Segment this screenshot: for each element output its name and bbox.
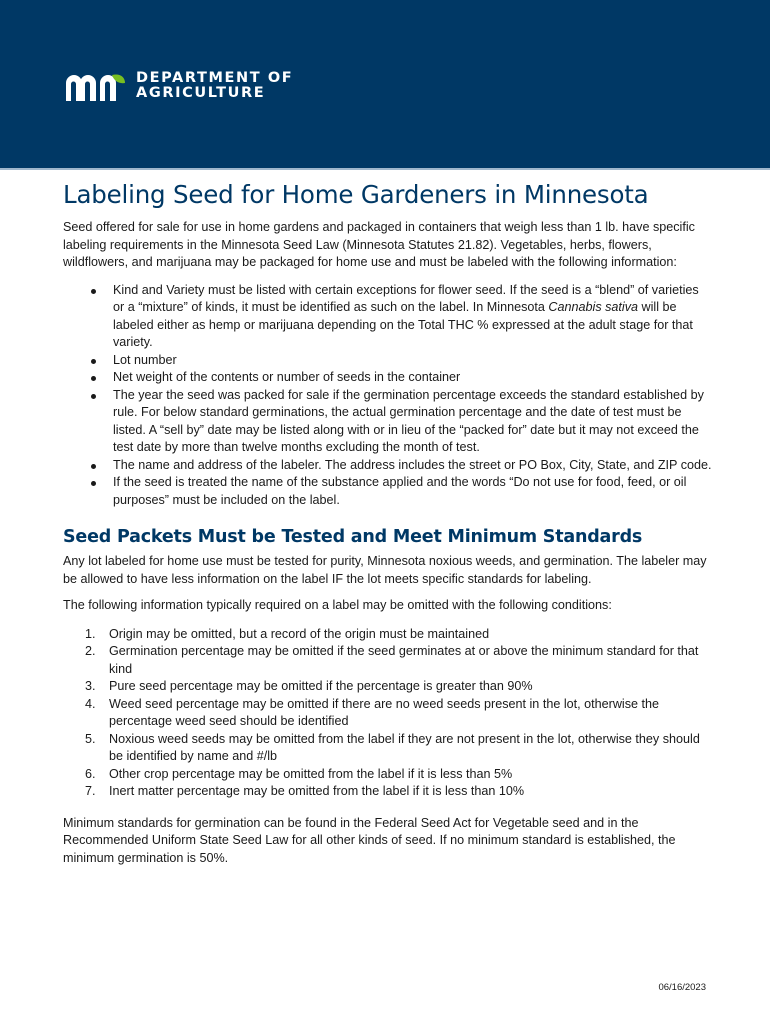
kind-variety-text-end: will be labeled either as hemp or marijuana depending on the Total THC % expressed at the adult stage for that variety. [113, 300, 693, 349]
page-header-banner [0, 0, 770, 168]
item-text: Noxious weed seeds may be omitted from the label if they are not present in the lot, otherwise they should be identified by name and #/lb [109, 731, 700, 763]
item-number: 2. [85, 644, 96, 658]
org-line-2: AGRICULTURE [136, 85, 266, 101]
item-text: Inert matter percentage may be omitted from the label if it is less than 10% [109, 784, 525, 798]
cannabis-sativa-term: Cannabis sativa [548, 300, 639, 314]
item-text: Germination percentage may be omitted if the seed germinates at or above the minimum standard for that kind [109, 644, 699, 676]
item-number: 1. [85, 626, 96, 641]
list-item-year-packed: The year the seed was packed for sale if the germination percentage exceeds the standard established by rule. For below standard germinations, the actual germination percentage and the date of test must be listed. A “sell by” date may be listed along with or in lieu of the “packed for” date but it may not exceed the test date by more than twelve months excluding the month of test. [113, 387, 713, 457]
item-number: 7. [85, 784, 96, 798]
item-number: 6. [85, 766, 96, 781]
page-title: Labeling Seed for Home Gardeners in Minnesota [63, 180, 649, 209]
list-item-treated: If the seed is treated the name of the substance applied and the words “Do not use for food, feed, or oil purposes” must be included on the label. [113, 474, 713, 509]
document-body [63, 219, 713, 867]
header-divider [0, 168, 770, 170]
item-number: 5. [85, 731, 96, 746]
omission-intro-paragraph: The following information typically required on a label may be omitted with the following conditions: [63, 598, 612, 612]
list-item [85, 783, 713, 801]
item-number: 3. [85, 679, 96, 693]
mn-state-logo-icon [64, 71, 126, 101]
document-date: 06/16/2023 [658, 982, 706, 993]
list-item [85, 678, 713, 696]
minimum-standards-paragraph: Minimum standards for germination can be found in the Federal Seed Act for Vegetable seed and in the Recommended Uniform State Seed Law for all other kinds of seed. If no minimum standard is established, the minimum germination is 50%. [63, 815, 676, 865]
list-item [85, 643, 713, 678]
intro-paragraph: Seed offered for sale for use in home gardens and packaged in containers that weigh less than 1 lb. have specific labeling requirements in the Minnesota Seed Law (Minnesota Statutes 21.82). Vegetables, herbs, flowers, wildflowers, and marijuana may be packaged for home use and must be labeled with the following information: [63, 220, 695, 269]
list-item [85, 766, 713, 784]
section-heading: Seed Packets Must be Tested and Meet Minimum Standards [63, 527, 643, 547]
list-item-net-weight: Net weight of the contents or number of seeds in the container [113, 369, 713, 387]
list-item-lot-number: Lot number [113, 352, 713, 370]
list-item [85, 626, 713, 644]
label-requirements-list [63, 282, 713, 510]
item-text: Origin may be omitted, but a record of the origin must be maintained [109, 626, 490, 641]
item-number: 4. [85, 696, 96, 711]
list-item [85, 696, 713, 731]
item-text: Pure seed percentage may be omitted if the percentage is greater than 90% [109, 679, 533, 693]
item-text: Weed seed percentage may be omitted if there are no weed seeds present in the lot, otherwise the percentage weed seed should be identified [109, 696, 660, 728]
kind-variety-text: Kind and Variety must be listed with certain exceptions for flower seed. If the seed is a “blend” of varieties or a “mixture” of kinds, it must be identified as such on the label. In Minnesota [113, 282, 699, 314]
testing-paragraph: Any lot labeled for home use must be tested for purity, Minnesota noxious weeds, and germination. The labeler may be allowed to have less information on the label IF the lot meets specific standards for labeling. [63, 554, 707, 586]
omission-conditions-list [63, 626, 713, 801]
list-item-labeler: The name and address of the labeler. The address includes the street or PO Box, City, State, and ZIP code. [113, 457, 713, 475]
list-item-kind-variety [113, 282, 713, 352]
item-text: Other crop percentage may be omitted from the label if it is less than 5% [109, 766, 513, 781]
mda-logo[interactable] [64, 70, 293, 102]
department-name [136, 71, 293, 102]
list-item [85, 731, 713, 766]
org-line-1: DEPARTMENT OF [136, 69, 294, 86]
